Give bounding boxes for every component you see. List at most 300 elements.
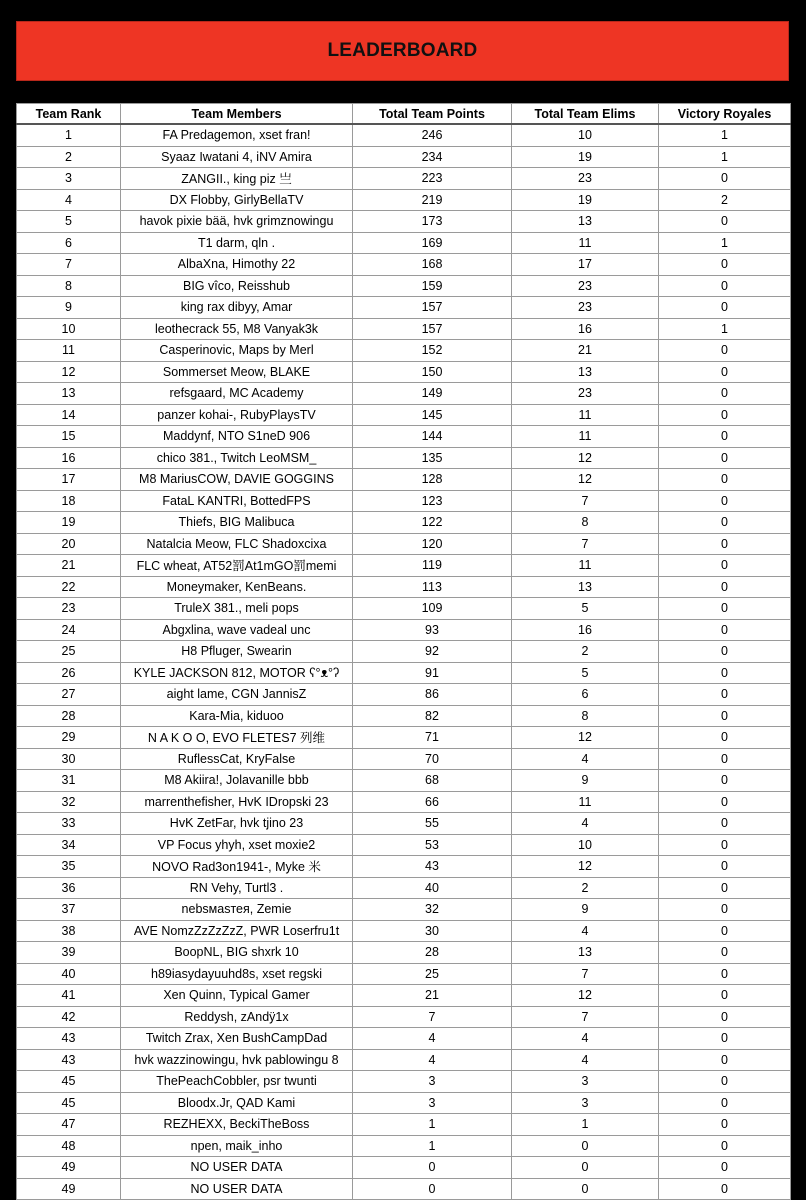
table-row (17, 920, 791, 942)
team-rank-cell: 4 (17, 189, 121, 211)
victory-royales-cell: 0 (659, 447, 791, 469)
team-members-cell: M8 Akiira!, Jolavanille bbb (121, 770, 353, 792)
team-members-cell: VP Focus yhyh, xset moxie2 (121, 834, 353, 856)
team-members-cell: Bloodx.Jr, QAD Kami (121, 1092, 353, 1114)
victory-royales-cell: 0 (659, 791, 791, 813)
team-members-cell: BoopNL, BIG shxrk 10 (121, 942, 353, 964)
team-rank-cell: 31 (17, 770, 121, 792)
total-points-cell: 120 (353, 533, 512, 555)
total-points-cell: 113 (353, 576, 512, 598)
leaderboard-table (16, 103, 791, 1200)
table-row (17, 297, 791, 319)
total-elims-cell: 17 (512, 254, 659, 276)
table-row (17, 641, 791, 663)
victory-royales-cell: 0 (659, 512, 791, 534)
team-members-cell: Moneymaker, KenBeans. (121, 576, 353, 598)
table-row (17, 791, 791, 813)
total-points-cell: 3 (353, 1071, 512, 1093)
victory-royales-cell: 1 (659, 232, 791, 254)
table-row (17, 684, 791, 706)
team-members-cell: AlbaXna, Himothy 22 (121, 254, 353, 276)
total-elims-cell: 9 (512, 770, 659, 792)
table-row (17, 1157, 791, 1179)
total-elims-cell: 9 (512, 899, 659, 921)
team-rank-cell: 28 (17, 705, 121, 727)
total-points-cell: 169 (353, 232, 512, 254)
total-points-cell: 119 (353, 555, 512, 577)
total-elims-cell: 23 (512, 275, 659, 297)
team-members-cell: panzer kohai-, RubyPlaysTV (121, 404, 353, 426)
total-elims-cell: 11 (512, 404, 659, 426)
table-body (17, 124, 791, 1200)
victory-royales-cell: 0 (659, 662, 791, 684)
total-elims-cell: 0 (512, 1178, 659, 1200)
total-points-cell: 150 (353, 361, 512, 383)
total-points-cell: 30 (353, 920, 512, 942)
team-members-cell: aight lame, CGN JannisZ (121, 684, 353, 706)
table-row (17, 189, 791, 211)
table-row (17, 275, 791, 297)
table-row (17, 877, 791, 899)
table-row (17, 727, 791, 749)
total-points-cell: 21 (353, 985, 512, 1007)
total-elims-cell: 4 (512, 920, 659, 942)
victory-royales-cell: 0 (659, 1178, 791, 1200)
victory-royales-cell: 0 (659, 211, 791, 233)
team-rank-cell: 43 (17, 1028, 121, 1050)
total-elims-cell: 13 (512, 211, 659, 233)
table-row (17, 1092, 791, 1114)
total-elims-cell: 7 (512, 490, 659, 512)
table-row (17, 340, 791, 362)
victory-royales-cell: 0 (659, 340, 791, 362)
total-points-cell: 223 (353, 168, 512, 190)
victory-royales-cell: 1 (659, 124, 791, 146)
table-row (17, 383, 791, 405)
total-elims-cell: 21 (512, 340, 659, 362)
total-points-cell: 43 (353, 856, 512, 878)
team-members-cell: hvk wazzinowingu, hvk pablowingu 8 (121, 1049, 353, 1071)
total-points-cell: 219 (353, 189, 512, 211)
total-elims-cell: 19 (512, 189, 659, 211)
team-members-cell: TruleX 381., meli pops (121, 598, 353, 620)
victory-royales-cell: 0 (659, 985, 791, 1007)
team-rank-cell: 1 (17, 124, 121, 146)
table-header-row (17, 104, 791, 125)
team-rank-cell: 30 (17, 748, 121, 770)
total-points-cell: 93 (353, 619, 512, 641)
victory-royales-cell: 0 (659, 469, 791, 491)
total-elims-cell: 0 (512, 1135, 659, 1157)
total-points-cell: 70 (353, 748, 512, 770)
total-elims-cell: 12 (512, 727, 659, 749)
victory-royales-cell: 0 (659, 1114, 791, 1136)
victory-royales-cell: 0 (659, 426, 791, 448)
total-points-cell: 0 (353, 1178, 512, 1200)
total-elims-cell: 2 (512, 641, 659, 663)
team-members-cell: Sommerset Meow, BLAKE (121, 361, 353, 383)
victory-royales-cell: 0 (659, 834, 791, 856)
header-team-rank: Team Rank (17, 104, 121, 125)
team-members-cell: Abgxlina, wave vadeal unc (121, 619, 353, 641)
team-rank-cell: 21 (17, 555, 121, 577)
victory-royales-cell: 0 (659, 1092, 791, 1114)
table-row (17, 770, 791, 792)
team-members-cell: h89iasydayuuhd8s, xset regski (121, 963, 353, 985)
team-members-cell: H8 Pfluger, Swearin (121, 641, 353, 663)
total-points-cell: 128 (353, 469, 512, 491)
team-members-cell: havok pixie bää, hvk grimznowingu (121, 211, 353, 233)
team-members-cell: FataL KANTRI, BottedFPS (121, 490, 353, 512)
team-rank-cell: 2 (17, 146, 121, 168)
table-row (17, 942, 791, 964)
team-rank-cell: 47 (17, 1114, 121, 1136)
table-row (17, 426, 791, 448)
table-row (17, 705, 791, 727)
team-rank-cell: 9 (17, 297, 121, 319)
team-rank-cell: 45 (17, 1092, 121, 1114)
total-points-cell: 82 (353, 705, 512, 727)
team-rank-cell: 17 (17, 469, 121, 491)
team-members-cell: ThePeachCobbler, psr twunti (121, 1071, 353, 1093)
table-row (17, 512, 791, 534)
team-rank-cell: 16 (17, 447, 121, 469)
team-rank-cell: 15 (17, 426, 121, 448)
team-rank-cell: 10 (17, 318, 121, 340)
total-elims-cell: 3 (512, 1071, 659, 1093)
total-elims-cell: 7 (512, 963, 659, 985)
total-elims-cell: 5 (512, 662, 659, 684)
total-elims-cell: 4 (512, 748, 659, 770)
total-elims-cell: 13 (512, 942, 659, 964)
table-row (17, 662, 791, 684)
victory-royales-cell: 0 (659, 533, 791, 555)
victory-royales-cell: 2 (659, 189, 791, 211)
victory-royales-cell: 0 (659, 727, 791, 749)
total-points-cell: 40 (353, 877, 512, 899)
team-rank-cell: 22 (17, 576, 121, 598)
team-members-cell: king rax dibyy, Amar (121, 297, 353, 319)
team-members-cell: marrenthefisher, HvK IDropski 23 (121, 791, 353, 813)
team-rank-cell: 36 (17, 877, 121, 899)
total-elims-cell: 16 (512, 619, 659, 641)
team-rank-cell: 6 (17, 232, 121, 254)
team-members-cell: Natalcia Meow, FLC Shadoxcixa (121, 533, 353, 555)
table-row (17, 232, 791, 254)
team-rank-cell: 7 (17, 254, 121, 276)
table-row (17, 211, 791, 233)
total-elims-cell: 4 (512, 813, 659, 835)
total-elims-cell: 10 (512, 124, 659, 146)
team-members-cell: Reddysh, zAndÿ1x (121, 1006, 353, 1028)
victory-royales-cell: 0 (659, 942, 791, 964)
table-row (17, 619, 791, 641)
victory-royales-cell: 0 (659, 705, 791, 727)
team-members-cell: M8 MariusCOW, DAVIE GOGGINS (121, 469, 353, 491)
team-rank-cell: 27 (17, 684, 121, 706)
team-members-cell: N A K O O, EVO FLETES7 列维 (121, 727, 353, 749)
victory-royales-cell: 0 (659, 555, 791, 577)
team-rank-cell: 42 (17, 1006, 121, 1028)
team-members-cell: RuflessCat, KryFalse (121, 748, 353, 770)
victory-royales-cell: 0 (659, 770, 791, 792)
victory-royales-cell: 0 (659, 275, 791, 297)
team-rank-cell: 38 (17, 920, 121, 942)
table-row (17, 447, 791, 469)
table-row (17, 124, 791, 146)
table-row (17, 899, 791, 921)
team-rank-cell: 25 (17, 641, 121, 663)
team-members-cell: nebsмasтея, Zemie (121, 899, 353, 921)
total-elims-cell: 8 (512, 705, 659, 727)
team-members-cell: Xen Quinn, Typical Gamer (121, 985, 353, 1007)
total-elims-cell: 23 (512, 383, 659, 405)
total-elims-cell: 11 (512, 426, 659, 448)
victory-royales-cell: 0 (659, 598, 791, 620)
total-points-cell: 25 (353, 963, 512, 985)
table-row (17, 1135, 791, 1157)
total-points-cell: 159 (353, 275, 512, 297)
table-row (17, 168, 791, 190)
team-rank-cell: 48 (17, 1135, 121, 1157)
total-elims-cell: 12 (512, 469, 659, 491)
total-points-cell: 149 (353, 383, 512, 405)
table-row (17, 598, 791, 620)
total-points-cell: 92 (353, 641, 512, 663)
total-elims-cell: 12 (512, 447, 659, 469)
team-members-cell: FA Predagemon, xset fran! (121, 124, 353, 146)
team-members-cell: Thiefs, BIG Malibuca (121, 512, 353, 534)
table-row (17, 1178, 791, 1200)
team-rank-cell: 34 (17, 834, 121, 856)
victory-royales-cell: 0 (659, 1071, 791, 1093)
total-elims-cell: 12 (512, 856, 659, 878)
victory-royales-cell: 0 (659, 168, 791, 190)
victory-royales-cell: 0 (659, 813, 791, 835)
table-row (17, 361, 791, 383)
total-elims-cell: 16 (512, 318, 659, 340)
total-elims-cell: 11 (512, 232, 659, 254)
total-points-cell: 173 (353, 211, 512, 233)
team-members-cell: refsgaard, MC Academy (121, 383, 353, 405)
total-points-cell: 144 (353, 426, 512, 448)
team-rank-cell: 5 (17, 211, 121, 233)
victory-royales-cell: 0 (659, 748, 791, 770)
table-row (17, 748, 791, 770)
total-points-cell: 7 (353, 1006, 512, 1028)
victory-royales-cell: 0 (659, 1049, 791, 1071)
team-members-cell: FLC wheat, AT52罰At1mGO罰memi (121, 555, 353, 577)
victory-royales-cell: 0 (659, 920, 791, 942)
team-rank-cell: 3 (17, 168, 121, 190)
team-rank-cell: 40 (17, 963, 121, 985)
team-rank-cell: 8 (17, 275, 121, 297)
team-rank-cell: 18 (17, 490, 121, 512)
team-members-cell: npen, maik_inho (121, 1135, 353, 1157)
victory-royales-cell: 0 (659, 576, 791, 598)
total-points-cell: 86 (353, 684, 512, 706)
total-elims-cell: 1 (512, 1114, 659, 1136)
victory-royales-cell: 0 (659, 1135, 791, 1157)
victory-royales-cell: 0 (659, 1157, 791, 1179)
table-row (17, 1028, 791, 1050)
table-row (17, 1114, 791, 1136)
total-points-cell: 168 (353, 254, 512, 276)
victory-royales-cell: 0 (659, 404, 791, 426)
team-rank-cell: 41 (17, 985, 121, 1007)
total-points-cell: 109 (353, 598, 512, 620)
team-rank-cell: 37 (17, 899, 121, 921)
leaderboard-banner (16, 21, 789, 81)
team-members-cell: AVE NomzZzZzZzZ, PWR Loserfru1t (121, 920, 353, 942)
team-rank-cell: 23 (17, 598, 121, 620)
team-rank-cell: 32 (17, 791, 121, 813)
total-points-cell: 4 (353, 1049, 512, 1071)
total-points-cell: 4 (353, 1028, 512, 1050)
table-row (17, 963, 791, 985)
total-points-cell: 66 (353, 791, 512, 813)
team-members-cell: Casperinovic, Maps by Merl (121, 340, 353, 362)
team-rank-cell: 12 (17, 361, 121, 383)
table-row (17, 1006, 791, 1028)
table-row (17, 490, 791, 512)
total-elims-cell: 23 (512, 297, 659, 319)
total-elims-cell: 10 (512, 834, 659, 856)
total-points-cell: 3 (353, 1092, 512, 1114)
total-elims-cell: 19 (512, 146, 659, 168)
total-elims-cell: 4 (512, 1028, 659, 1050)
table-row (17, 533, 791, 555)
team-members-cell: REZHEXX, BeckiTheBoss (121, 1114, 353, 1136)
team-members-cell: KYLE JACKSON 812, MOTOR ʕ°ᴥ°ʔ (121, 662, 353, 684)
victory-royales-cell: 1 (659, 318, 791, 340)
total-points-cell: 28 (353, 942, 512, 964)
header-total-team-elims: Total Team Elims (512, 104, 659, 125)
victory-royales-cell: 0 (659, 490, 791, 512)
total-elims-cell: 11 (512, 791, 659, 813)
victory-royales-cell: 1 (659, 146, 791, 168)
team-members-cell: T1 darm, qln . (121, 232, 353, 254)
table-row (17, 555, 791, 577)
team-rank-cell: 29 (17, 727, 121, 749)
total-points-cell: 157 (353, 318, 512, 340)
header-team-members: Team Members (121, 104, 353, 125)
victory-royales-cell: 0 (659, 963, 791, 985)
team-rank-cell: 35 (17, 856, 121, 878)
total-points-cell: 145 (353, 404, 512, 426)
team-rank-cell: 24 (17, 619, 121, 641)
total-points-cell: 1 (353, 1114, 512, 1136)
victory-royales-cell: 0 (659, 684, 791, 706)
page-title: LEADERBOARD (327, 40, 478, 61)
total-points-cell: 123 (353, 490, 512, 512)
victory-royales-cell: 0 (659, 383, 791, 405)
total-points-cell: 152 (353, 340, 512, 362)
table-row (17, 1049, 791, 1071)
victory-royales-cell: 0 (659, 297, 791, 319)
table-row (17, 469, 791, 491)
total-elims-cell: 13 (512, 576, 659, 598)
total-elims-cell: 23 (512, 168, 659, 190)
table-row (17, 813, 791, 835)
team-rank-cell: 11 (17, 340, 121, 362)
team-members-cell: NO USER DATA (121, 1178, 353, 1200)
table-row (17, 254, 791, 276)
table-row (17, 318, 791, 340)
team-members-cell: DX Flobby, GirlyBellaTV (121, 189, 353, 211)
table-row (17, 985, 791, 1007)
total-points-cell: 91 (353, 662, 512, 684)
victory-royales-cell: 0 (659, 641, 791, 663)
team-members-cell: Twitch Zrax, Xen BushCampDad (121, 1028, 353, 1050)
total-elims-cell: 7 (512, 1006, 659, 1028)
team-members-cell: Kara-Mia, kiduoo (121, 705, 353, 727)
total-elims-cell: 0 (512, 1157, 659, 1179)
team-members-cell: chico 381., Twitch LeoMSM_ (121, 447, 353, 469)
total-elims-cell: 11 (512, 555, 659, 577)
total-elims-cell: 5 (512, 598, 659, 620)
total-points-cell: 157 (353, 297, 512, 319)
total-elims-cell: 6 (512, 684, 659, 706)
team-rank-cell: 49 (17, 1157, 121, 1179)
team-rank-cell: 20 (17, 533, 121, 555)
team-rank-cell: 19 (17, 512, 121, 534)
team-members-cell: NOVO Rad3on1941-, Myke 米 (121, 856, 353, 878)
table-row (17, 1071, 791, 1093)
total-elims-cell: 8 (512, 512, 659, 534)
total-points-cell: 0 (353, 1157, 512, 1179)
total-points-cell: 53 (353, 834, 512, 856)
team-rank-cell: 26 (17, 662, 121, 684)
team-members-cell: RN Vehy, Turtl3 . (121, 877, 353, 899)
header-victory-royales: Victory Royales (659, 104, 791, 125)
total-elims-cell: 3 (512, 1092, 659, 1114)
table-row (17, 856, 791, 878)
table-row (17, 404, 791, 426)
table-row (17, 146, 791, 168)
victory-royales-cell: 0 (659, 856, 791, 878)
victory-royales-cell: 0 (659, 254, 791, 276)
team-members-cell: ZANGII., king piz 亗 (121, 168, 353, 190)
team-members-cell: Syaaz Iwatani 4, iNV Amira (121, 146, 353, 168)
team-members-cell: BIG vîco, Reisshub (121, 275, 353, 297)
team-members-cell: NO USER DATA (121, 1157, 353, 1179)
team-rank-cell: 33 (17, 813, 121, 835)
total-points-cell: 246 (353, 124, 512, 146)
victory-royales-cell: 0 (659, 619, 791, 641)
total-points-cell: 234 (353, 146, 512, 168)
total-elims-cell: 12 (512, 985, 659, 1007)
team-rank-cell: 45 (17, 1071, 121, 1093)
table-row (17, 834, 791, 856)
team-rank-cell: 43 (17, 1049, 121, 1071)
total-points-cell: 55 (353, 813, 512, 835)
total-points-cell: 71 (353, 727, 512, 749)
team-members-cell: leothecrack 55, M8 Vanyak3k (121, 318, 353, 340)
total-elims-cell: 13 (512, 361, 659, 383)
leaderboard-table-container (16, 103, 790, 1200)
table-row (17, 576, 791, 598)
victory-royales-cell: 0 (659, 899, 791, 921)
victory-royales-cell: 0 (659, 1028, 791, 1050)
team-members-cell: HvK ZetFar, hvk tjino 23 (121, 813, 353, 835)
victory-royales-cell: 0 (659, 877, 791, 899)
total-elims-cell: 4 (512, 1049, 659, 1071)
team-rank-cell: 13 (17, 383, 121, 405)
total-points-cell: 1 (353, 1135, 512, 1157)
total-points-cell: 122 (353, 512, 512, 534)
team-rank-cell: 39 (17, 942, 121, 964)
